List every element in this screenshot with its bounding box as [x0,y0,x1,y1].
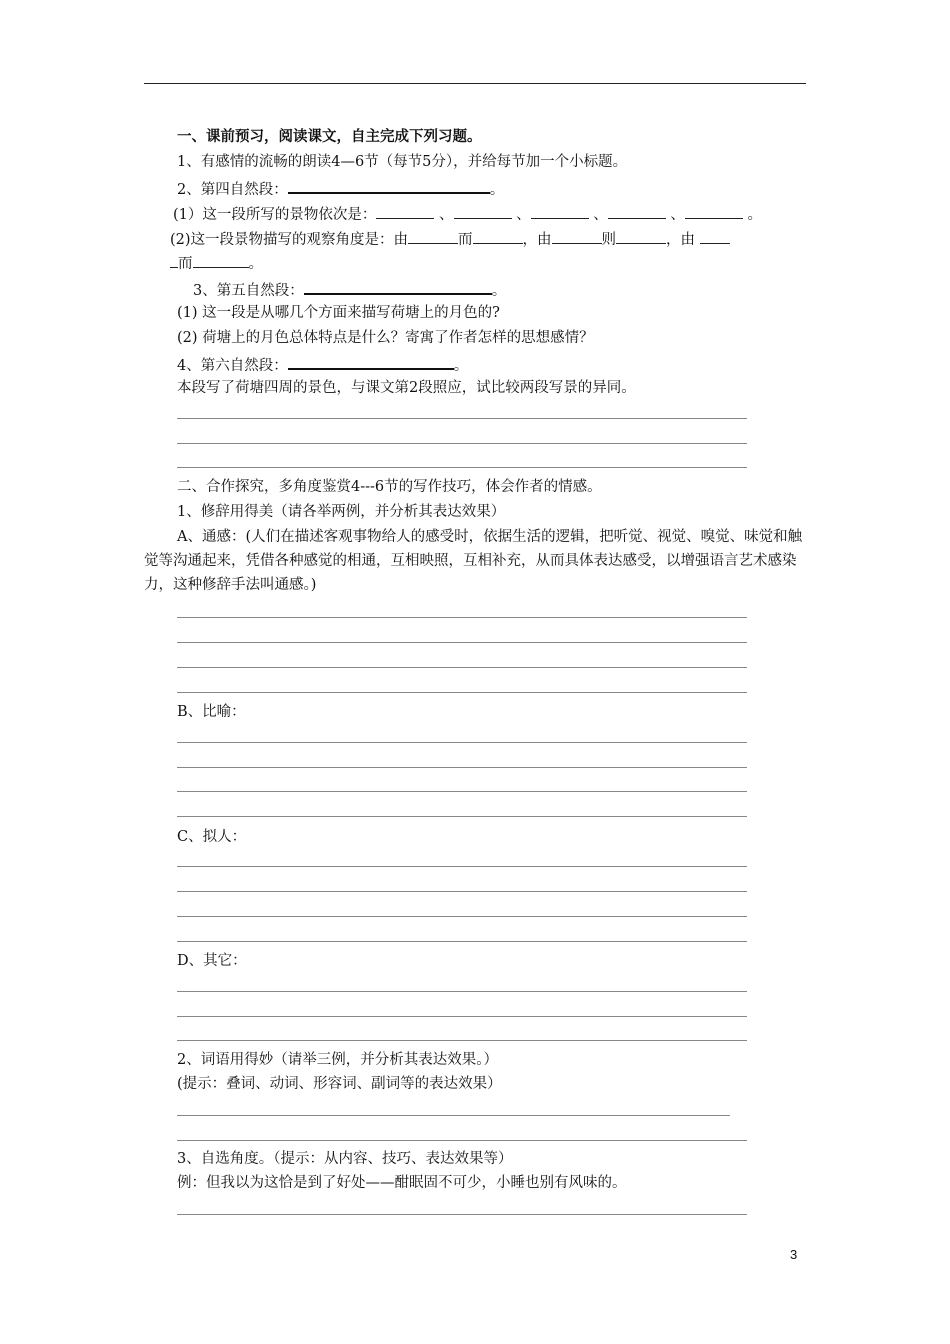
answer-line[interactable] [177,767,747,768]
answer-line[interactable] [177,1140,747,1141]
answer-line[interactable] [177,941,747,942]
personification-label: C、拟人： [177,829,247,845]
title-blank[interactable] [288,178,490,194]
answer-line[interactable] [177,791,747,792]
sep: 、 [439,207,454,223]
blank[interactable] [408,229,458,244]
blank[interactable] [193,253,249,268]
question-2-3: 3、自选角度。（提示：从内容、技巧、表达效果等） [177,1151,513,1167]
answer-line[interactable] [177,1214,747,1215]
question-1-3-1: (1) 这一段是从哪几个方面来描写荷塘上的月色的? [177,305,500,321]
you: ，由 [666,232,696,248]
er: 而 [458,232,473,248]
ze: 则 [601,232,617,248]
you: ，由 [522,232,552,248]
q4-label: 4、第六自然段： [177,358,288,374]
answer-line[interactable] [177,991,747,992]
question-1-3-2: (2) 荷塘上的月色总体特点是什么？寄寓了作者怎样的思想感情？ [177,330,594,346]
q2-2-text: (2)这一段景物描写的观察角度是：由 [170,232,409,248]
question-1-4 [177,354,468,375]
blank[interactable] [376,204,434,219]
answer-line[interactable] [177,642,747,643]
sep: 、 [516,207,531,223]
q2-1-label: (1）这一段所写的景物依次是： [173,207,377,223]
answer-line[interactable] [177,617,747,618]
answer-line[interactable] [177,816,747,817]
blank[interactable] [552,229,602,244]
answer-line[interactable] [177,742,747,743]
question-1-3 [193,279,506,300]
blank[interactable] [170,253,178,268]
synesthesia-definition: A、通感：(人们在描述客观事物给人的感受时，依据生活的逻辑，把听觉、视觉、嗅觉、味觉和触觉等沟通起来，凭借各种感觉的相通，互相映照，互相补充，从而具体表达感受，以增强语言艺术感染力，这种修辞手法叫通感。) [144,529,803,593]
period: 。 [491,283,507,299]
question-2-2-hint: (提示：叠词、动词、形容词、副词等的表达效果） [177,1076,502,1092]
title-blank[interactable] [304,279,492,295]
example-sentence: 例：但我以为这恰是到了好处——酣眠固不可少，小睡也别有风味的。 [177,1175,627,1191]
answer-line[interactable] [177,418,747,419]
title-blank[interactable] [288,354,454,370]
q2-label: 2、第四自然段： [177,182,288,198]
metaphor-label: B、比喻： [177,704,246,720]
blank[interactable] [454,204,512,219]
question-1-2-1 [173,204,762,224]
blank[interactable] [700,229,730,244]
sep: 、 [593,207,608,223]
period: 。 [248,256,263,272]
q3-label: 3、第五自然段： [193,283,304,299]
blank[interactable] [608,204,666,219]
section2-title: 二、合作探究，多角度鉴赏4---6节的写作技巧，体会作者的情感。 [177,479,602,495]
question-1-2-2 [170,229,730,249]
question-1-2-2-cont [170,253,263,273]
question-2-2: 2、词语用得妙（请举三例，并分析其表达效果。） [177,1052,498,1068]
blank[interactable] [685,204,743,219]
period: 。 [489,182,505,198]
period: 。 [747,207,762,223]
blank[interactable] [473,229,523,244]
question-1-1: 1、有感情的流畅的朗读4—6节（每节5分），并给每节加一个小标题。 [177,154,628,170]
other-rhetoric-label: D、其它： [177,953,247,969]
answer-line[interactable] [177,1115,730,1116]
answer-line[interactable] [177,692,747,693]
page-number: 3 [790,1247,798,1262]
blank[interactable] [616,229,666,244]
answer-line[interactable] [177,1040,747,1041]
answer-line[interactable] [177,916,747,917]
header-rule [144,83,806,84]
answer-line[interactable] [177,891,747,892]
period: 。 [453,358,469,374]
answer-line[interactable] [177,667,747,668]
sep: 、 [670,207,685,223]
section1-title: 一、课前预习，阅读课文，自主完成下列习题。 [177,128,482,145]
er: 而 [178,256,193,272]
question-2-1: 1、修辞用得美（请各举两例，并分析其表达效果） [177,504,506,520]
blank[interactable] [531,204,589,219]
question-1-2 [177,178,504,199]
answer-line[interactable] [177,1016,747,1017]
answer-line[interactable] [177,467,747,468]
answer-line[interactable] [177,443,747,444]
question-1-4-text: 本段写了荷塘四周的景色，与课文第2段照应，试比较两段写景的异同。 [177,380,636,396]
answer-line[interactable] [177,866,747,867]
